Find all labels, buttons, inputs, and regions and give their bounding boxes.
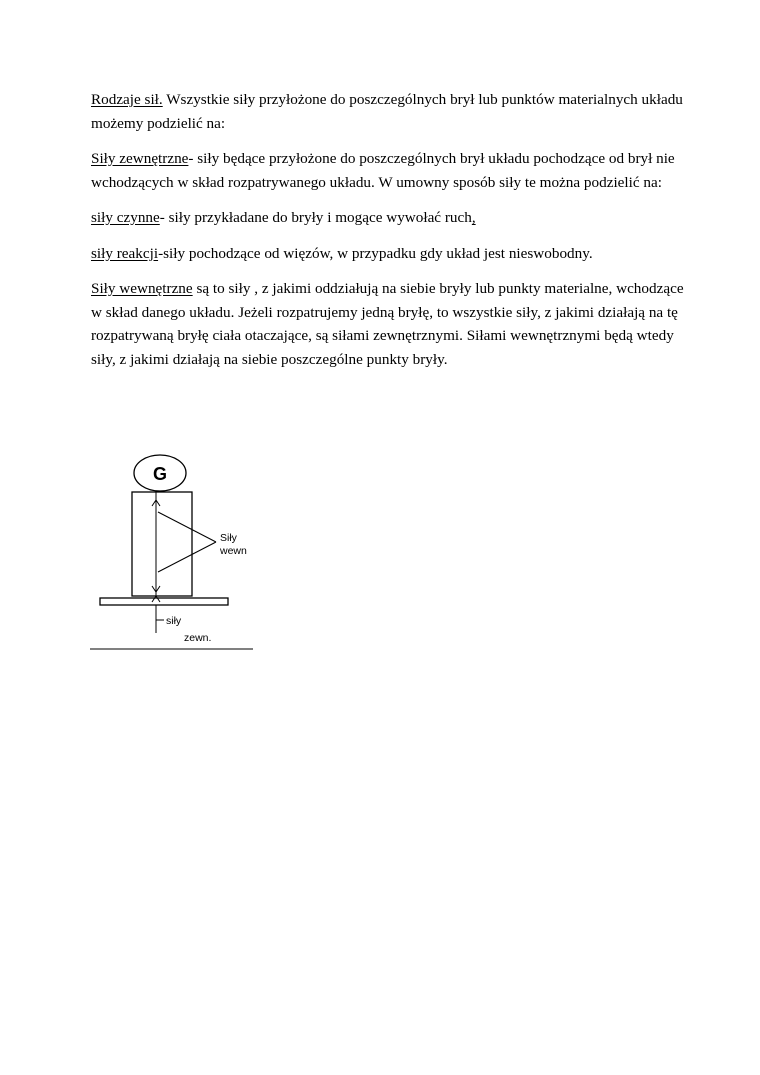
external-forces-text: - siły będące przyłożone do poszczególnych brył układu pochodzące od brył nie wchodzących w skład rozpatrywanego układu. W umowny sposób siły te można podzielić na: (91, 150, 675, 191)
internal-forces-text: są to siły , z jakimi oddziałują na siebie bryły lub punkty materialne, wchodzące w skład danego układu. Jeżeli rozpatrujemy jedną bryłę, to wszystkie siły, z jakimi działają na tę rozpatrywaną bryłę ciała otaczające, są siłami zewnętrznymi. Siłami wewnętrznymi będą wtedy siły, z jakimi działają na siebie poszczególne punkty bryły. (91, 280, 684, 368)
paragraph-reaction-forces (91, 242, 691, 266)
intro-text: Wszystkie siły przyłożone do poszczególnych brył lub punktów materialnych układu możemy podzielić na: (91, 91, 683, 132)
term-sily-zewnetrzne: Siły zewnętrzne (91, 150, 189, 167)
external-arrow-up-icon (152, 596, 160, 602)
leader-line-lower (158, 542, 216, 572)
internal-label-line1: Siły (220, 532, 237, 544)
term-sily-wewnetrzne: Siły wewnętrzne (91, 280, 193, 297)
internal-label-line2: wewn (220, 545, 247, 557)
document-body (91, 88, 691, 383)
paragraph-external-forces (91, 147, 691, 194)
active-forces-text: - siły przykładane do bryły i mogące wywołać ruch (159, 209, 472, 226)
term-sily-reakcji: siły reakcji (91, 244, 159, 262)
external-label-line2: zewn. (184, 632, 212, 644)
paragraph-internal-forces (91, 277, 691, 371)
active-forces-end: , (471, 209, 476, 226)
weight-label: G (152, 464, 168, 484)
reaction-forces-text: -siły pochodzące od więzów, w przypadku gdy układ jest nieswobodny. (158, 244, 593, 262)
body-block (132, 492, 192, 596)
leader-line-upper (158, 512, 216, 542)
term-sily-czynne: siły czynne (91, 209, 160, 226)
external-label-line1: siły (166, 615, 182, 627)
forces-diagram (90, 450, 260, 655)
paragraph-intro (91, 88, 691, 135)
term-rodzaje-sil: Rodzaje sił. (91, 91, 163, 108)
paragraph-active-forces (91, 206, 691, 230)
support-plate (100, 598, 228, 605)
